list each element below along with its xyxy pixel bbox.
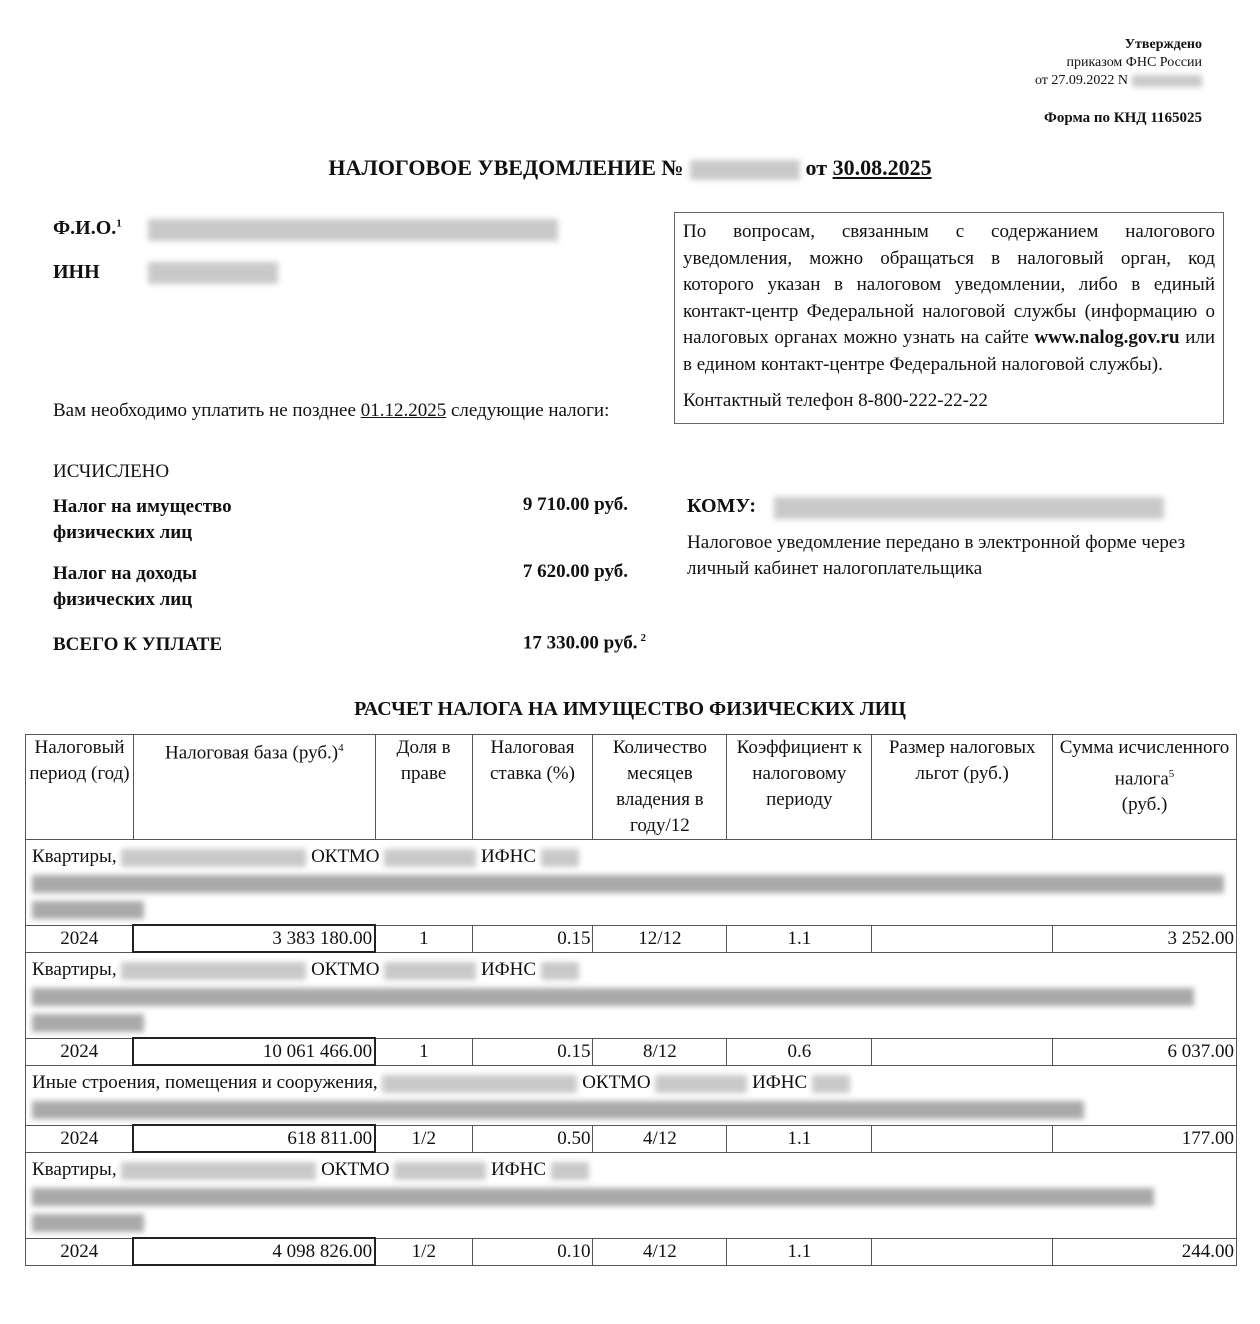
header-amount-footnote: 5 bbox=[1168, 768, 1175, 780]
object-description bbox=[26, 840, 1237, 926]
redacted-recipient bbox=[774, 497, 1164, 519]
object-description bbox=[26, 1065, 1237, 1125]
approved-date: от 27.09.2022 N bbox=[1034, 73, 1128, 88]
total-label: ВСЕГО К УПЛАТЕ bbox=[53, 634, 223, 655]
ifns-label: ИФНС bbox=[490, 1159, 547, 1180]
cell-period: 2024 bbox=[26, 1238, 134, 1265]
cell-rate: 0.50 bbox=[472, 1125, 593, 1152]
cell-rate: 0.15 bbox=[472, 1038, 593, 1065]
object-type: Квартиры, bbox=[32, 846, 117, 867]
redacted-oktmo bbox=[384, 849, 476, 867]
redacted-address bbox=[32, 988, 1194, 1006]
header-amount-unit: (руб.) bbox=[1121, 794, 1168, 816]
object-type: Квартиры, bbox=[32, 1159, 117, 1180]
table-header-row bbox=[26, 735, 1237, 840]
header-amount-text: Сумма исчисленного налога bbox=[1059, 737, 1230, 790]
redacted-address bbox=[32, 875, 1224, 893]
contact-phone: Контактный телефон 8-800-222-22-22 bbox=[683, 390, 988, 411]
fio-label bbox=[53, 217, 122, 240]
approved-order: приказом ФНС России bbox=[1066, 55, 1202, 70]
header-benefits: Размер налоговых льгот (руб.) bbox=[872, 735, 1053, 840]
header-rate: Налоговая ставка (%) bbox=[472, 735, 593, 840]
header-base bbox=[133, 735, 375, 840]
property-calc-title: РАСЧЕТ НАЛОГА НА ИМУЩЕСТВО ФИЗИЧЕСКИХ ЛИЦ bbox=[354, 698, 906, 720]
approved-date-row bbox=[1035, 72, 1202, 90]
cell-amount: 244.00 bbox=[1053, 1238, 1237, 1265]
object-description bbox=[26, 1152, 1237, 1238]
ifns-label: ИФНС bbox=[480, 846, 537, 867]
tax-amount-income: 7 620.00 руб. bbox=[522, 561, 628, 582]
cell-base: 618 811.00 bbox=[133, 1125, 375, 1152]
total-footnote: 2 bbox=[640, 632, 646, 644]
cell-coef: 1.1 bbox=[727, 925, 872, 952]
fio-footnote: 1 bbox=[116, 217, 122, 230]
cell-base: 4 098 826.00 bbox=[133, 1238, 375, 1265]
header-base-footnote: 4 bbox=[338, 742, 344, 754]
cell-amount: 3 252.00 bbox=[1053, 925, 1237, 952]
total-amount-value: 17 330.00 руб. bbox=[522, 632, 638, 654]
oktmo-label: ОКТМО bbox=[582, 1072, 651, 1093]
tax-amount-property: 9 710.00 руб. bbox=[522, 494, 628, 515]
property-calc-table bbox=[25, 734, 1237, 1266]
table-row bbox=[26, 1038, 1237, 1065]
notice-date: 30.08.2025 bbox=[832, 155, 932, 180]
cell-share: 1/2 bbox=[375, 1125, 472, 1152]
cell-period: 2024 bbox=[26, 1038, 134, 1065]
cell-coef: 1.1 bbox=[727, 1238, 872, 1265]
redacted-oktmo bbox=[384, 962, 476, 980]
header-period: Налоговый период (год) bbox=[26, 735, 134, 840]
cell-months: 8/12 bbox=[593, 1038, 727, 1065]
cell-benefits bbox=[872, 925, 1053, 952]
calculated-label: ИСЧИСЛЕНО bbox=[53, 461, 170, 482]
recipient-label: КОМУ: bbox=[687, 495, 757, 517]
cell-base: 10 061 466.00 bbox=[133, 1038, 375, 1065]
notice-title-from: от bbox=[805, 155, 828, 180]
header-base-text: Налоговая база (руб.) bbox=[164, 742, 339, 764]
oktmo-label: ОКТМО bbox=[321, 1159, 390, 1180]
redacted-fio bbox=[148, 219, 558, 241]
cell-base: 3 383 180.00 bbox=[133, 925, 375, 952]
header-months: Количество месяцев владения в году/12 bbox=[593, 735, 727, 840]
cell-period: 2024 bbox=[26, 925, 134, 952]
cell-months: 4/12 bbox=[593, 1125, 727, 1152]
tax-name-property bbox=[53, 494, 232, 546]
redacted-cadastral bbox=[121, 962, 306, 980]
cell-coef: 1.1 bbox=[727, 1125, 872, 1152]
object-type: Квартиры, bbox=[32, 959, 117, 980]
header-coef: Коэффициент к налоговому периоду bbox=[727, 735, 872, 840]
payment-instruction bbox=[53, 398, 643, 424]
fio-label-text: Ф.И.О. bbox=[53, 217, 117, 239]
cell-share: 1 bbox=[375, 925, 472, 952]
notice-title bbox=[0, 155, 1260, 181]
redacted-ifns bbox=[812, 1075, 850, 1093]
redacted-address bbox=[32, 1214, 144, 1232]
object-row bbox=[26, 1152, 1237, 1238]
approval-block bbox=[1035, 36, 1202, 90]
approved-title: Утверждено bbox=[1124, 37, 1202, 52]
tax-name-line1: Налог на доходы bbox=[53, 563, 197, 584]
object-row bbox=[26, 840, 1237, 926]
total-amount bbox=[523, 632, 646, 654]
redacted-oktmo bbox=[394, 1162, 486, 1180]
table-row bbox=[26, 925, 1237, 952]
ifns-label: ИФНС bbox=[480, 959, 537, 980]
cell-coef: 0.6 bbox=[727, 1038, 872, 1065]
payment-text-before: Вам необходимо уплатить не позднее bbox=[53, 400, 356, 421]
redacted-notice-number bbox=[690, 160, 800, 180]
info-text-tail: или в едином контакт-центре Федеральной налоговой службы). bbox=[683, 327, 1216, 375]
cell-months: 4/12 bbox=[593, 1238, 727, 1265]
object-row bbox=[26, 952, 1237, 1038]
notice-title-prefix: НАЛОГОВОЕ УВЕДОМЛЕНИЕ № bbox=[328, 155, 684, 180]
redacted-address bbox=[32, 1101, 1084, 1119]
table-row bbox=[26, 1238, 1237, 1265]
inn-label: ИНН bbox=[53, 261, 100, 283]
object-type: Иные строения, помещения и сооружения, bbox=[32, 1072, 378, 1093]
oktmo-label: ОКТМО bbox=[311, 846, 380, 867]
form-code: Форма по КНД 1165025 bbox=[1043, 110, 1202, 126]
redacted-address bbox=[32, 901, 144, 919]
redacted-address bbox=[32, 1014, 144, 1032]
cell-share: 1 bbox=[375, 1038, 472, 1065]
cell-amount: 177.00 bbox=[1053, 1125, 1237, 1152]
info-text bbox=[683, 219, 1215, 378]
object-description bbox=[26, 952, 1237, 1038]
nalog-site-link[interactable]: www.nalog.gov.ru bbox=[1034, 327, 1180, 348]
tax-name-line1: Налог на имущество bbox=[53, 496, 232, 517]
cell-amount: 6 037.00 bbox=[1053, 1038, 1237, 1065]
redacted-cadastral bbox=[121, 849, 306, 867]
info-text-main: По вопросам, связанным с содержанием налогового уведомления, можно обращаться в налоговый орган, код которого указан в налоговом уведомлении, либо в единый контакт-центр Федеральной налоговой службы (информацию о налоговых органах можно узнать на сайте bbox=[683, 221, 1215, 348]
cell-benefits bbox=[872, 1125, 1053, 1152]
redacted-cadastral bbox=[382, 1075, 577, 1093]
delivery-note: Налоговое уведомление передано в электронной форме через личный кабинет налогоплательщика bbox=[687, 532, 1186, 579]
redacted-ifns bbox=[541, 849, 579, 867]
header-amount bbox=[1053, 735, 1237, 840]
tax-name-income bbox=[53, 561, 197, 613]
oktmo-label: ОКТМО bbox=[311, 959, 380, 980]
table-row bbox=[26, 1125, 1237, 1152]
redacted-ifns bbox=[541, 962, 579, 980]
cell-benefits bbox=[872, 1038, 1053, 1065]
tax-name-line2: физических лиц bbox=[53, 589, 193, 610]
tax-name-line2: физических лиц bbox=[53, 522, 193, 543]
redacted-oktmo bbox=[655, 1075, 747, 1093]
cell-share: 1/2 bbox=[375, 1238, 472, 1265]
redacted-address bbox=[32, 1188, 1154, 1206]
redacted-inn bbox=[148, 262, 278, 284]
redacted-ifns bbox=[551, 1162, 589, 1180]
cell-period: 2024 bbox=[26, 1125, 134, 1152]
cell-rate: 0.15 bbox=[472, 925, 593, 952]
redacted-order-number bbox=[1132, 75, 1202, 87]
payment-deadline: 01.12.2025 bbox=[360, 400, 447, 421]
cell-months: 12/12 bbox=[593, 925, 727, 952]
ifns-label: ИФНС bbox=[752, 1072, 808, 1093]
cell-benefits bbox=[872, 1238, 1053, 1265]
redacted-cadastral bbox=[121, 1162, 316, 1180]
payment-text-after: следующие налоги: bbox=[450, 400, 610, 421]
header-share: Доля в праве bbox=[375, 735, 472, 840]
cell-rate: 0.10 bbox=[472, 1238, 593, 1265]
object-row bbox=[26, 1065, 1237, 1125]
info-box bbox=[674, 212, 1224, 424]
